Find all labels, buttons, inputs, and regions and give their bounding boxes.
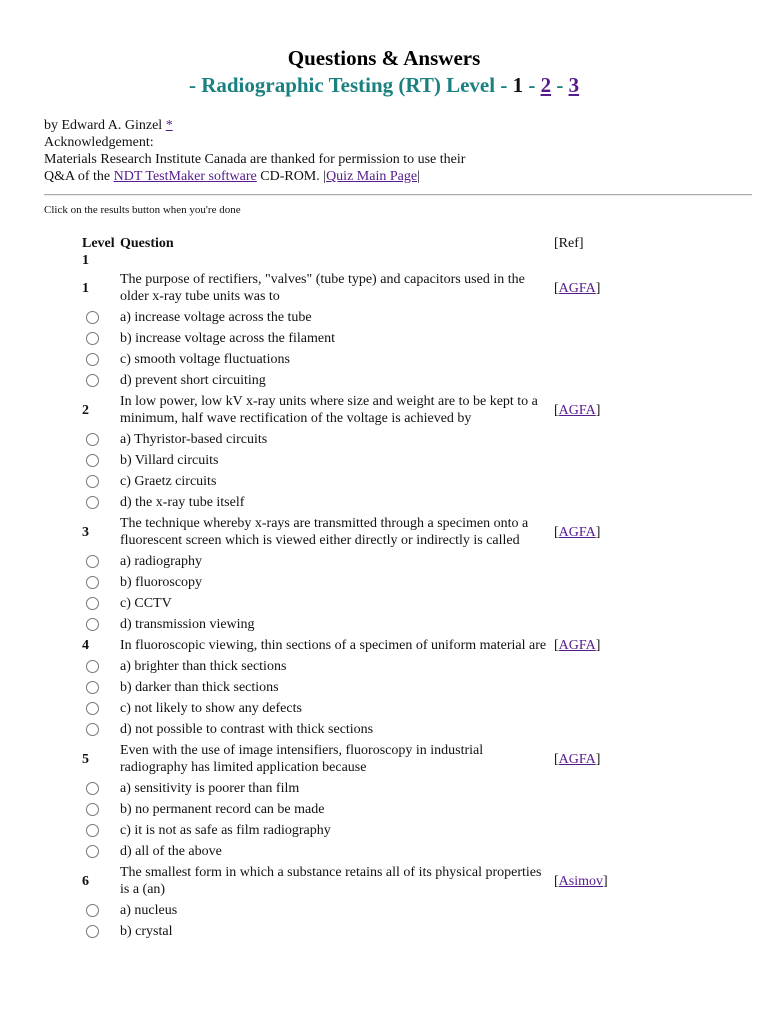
answer-option bbox=[82, 370, 622, 391]
question-row bbox=[82, 513, 622, 551]
answer-spacer bbox=[554, 429, 622, 450]
ref-link[interactable]: AGFA bbox=[558, 402, 596, 418]
answer-radio-cell bbox=[82, 471, 120, 492]
answer-label: b) crystal bbox=[120, 924, 173, 939]
ref-bracket: ] bbox=[595, 638, 601, 653]
answer-option bbox=[82, 471, 622, 492]
page-subtitle bbox=[0, 73, 768, 97]
question-text: The technique whereby x-rays are transmitted through a specimen onto a fluorescent screen which is viewed either directly or indirectly is called bbox=[120, 516, 529, 548]
answer-label: c) smooth voltage fluctuations bbox=[120, 352, 290, 367]
answer-radio-cell bbox=[82, 429, 120, 450]
answer-radio[interactable] bbox=[86, 681, 99, 694]
answer-radio-cell bbox=[82, 307, 120, 328]
answer-radio-cell bbox=[82, 921, 120, 942]
subtitle-separator: - bbox=[495, 73, 513, 97]
answer-spacer bbox=[554, 370, 622, 391]
ref-bracket: ] bbox=[595, 280, 601, 296]
answer-radio[interactable] bbox=[86, 475, 99, 488]
qa-middle: CD-ROM. | bbox=[256, 169, 327, 184]
answer-spacer bbox=[554, 349, 622, 370]
ref-link[interactable]: AGFA bbox=[558, 751, 596, 767]
answer-label: a) nucleus bbox=[120, 903, 178, 918]
question-text: Even with the use of image intensifiers, fluoroscopy in industrial radiography has limited application because bbox=[120, 743, 484, 775]
answer-radio-cell bbox=[82, 593, 120, 614]
question-ref bbox=[554, 740, 622, 778]
question-number: 1 bbox=[82, 280, 89, 296]
header-ref: [Ref] bbox=[554, 236, 584, 251]
answer-option bbox=[82, 450, 622, 471]
level-3-link[interactable]: 3 bbox=[568, 73, 580, 97]
acknowledgement-text: Materials Research Institute Canada are thanked for permission to use their bbox=[44, 152, 466, 167]
subtitle-prefix: - bbox=[188, 73, 202, 97]
acknowledgement-label: Acknowledgement: bbox=[44, 135, 154, 150]
answer-option bbox=[82, 841, 622, 862]
answer-spacer bbox=[554, 656, 622, 677]
answer-spacer bbox=[554, 841, 622, 862]
answer-radio[interactable] bbox=[86, 925, 99, 938]
qa-line bbox=[44, 168, 744, 185]
answer-option bbox=[82, 492, 622, 513]
answer-label: c) it is not as safe as film radiography bbox=[120, 823, 331, 838]
ref-bracket: [ bbox=[554, 524, 559, 540]
answer-option bbox=[82, 307, 622, 328]
answer-radio[interactable] bbox=[86, 576, 99, 589]
answer-spacer bbox=[554, 551, 622, 572]
question-ref bbox=[554, 391, 622, 429]
answer-label: d) the x-ray tube itself bbox=[120, 495, 245, 510]
answer-spacer bbox=[554, 677, 622, 698]
answer-radio[interactable] bbox=[86, 845, 99, 858]
table-header bbox=[82, 235, 622, 269]
answer-option bbox=[82, 614, 622, 635]
question-ref bbox=[554, 862, 622, 900]
answer-radio-cell bbox=[82, 778, 120, 799]
answer-spacer bbox=[554, 614, 622, 635]
question-number: 5 bbox=[82, 751, 89, 767]
answer-spacer bbox=[554, 820, 622, 841]
answer-label: a) sensitivity is poorer than film bbox=[120, 781, 300, 796]
answer-radio[interactable] bbox=[86, 782, 99, 795]
answer-spacer bbox=[554, 328, 622, 349]
subtitle-separator: - bbox=[523, 73, 541, 97]
author-text: by Edward A. Ginzel bbox=[44, 118, 166, 133]
question-row bbox=[82, 635, 622, 656]
answer-label: a) brighter than thick sections bbox=[120, 659, 287, 674]
ref-bracket: [ bbox=[554, 873, 559, 889]
question-number: 3 bbox=[82, 524, 89, 540]
answer-label: b) fluoroscopy bbox=[120, 575, 203, 590]
answer-option bbox=[82, 572, 622, 593]
answer-option bbox=[82, 799, 622, 820]
answer-label: a) Thyristor-based circuits bbox=[120, 432, 268, 447]
header-level: Level 1 bbox=[82, 236, 115, 268]
ref-bracket: [ bbox=[554, 402, 559, 418]
answer-radio[interactable] bbox=[86, 904, 99, 917]
answer-spacer bbox=[554, 778, 622, 799]
answer-label: d) not possible to contrast with thick sections bbox=[120, 722, 374, 737]
answer-radio-cell bbox=[82, 370, 120, 391]
answer-option bbox=[82, 429, 622, 450]
answer-radio-cell bbox=[82, 328, 120, 349]
answer-label: a) increase voltage across the tube bbox=[120, 310, 312, 325]
qa-prefix: Q&A of the bbox=[44, 169, 114, 184]
intro-block bbox=[44, 117, 744, 185]
question-row bbox=[82, 269, 622, 307]
answer-label: b) darker than thick sections bbox=[120, 680, 279, 695]
ref-bracket: [ bbox=[554, 638, 559, 653]
answer-radio-cell bbox=[82, 614, 120, 635]
answer-option bbox=[82, 921, 622, 942]
ref-link[interactable]: AGFA bbox=[558, 524, 596, 540]
ref-link[interactable]: AGFA bbox=[558, 638, 596, 653]
question-text: The smallest form in which a substance retains all of its physical properties is a (an) bbox=[120, 865, 542, 897]
question-ref bbox=[554, 635, 622, 656]
level-2-link[interactable]: 2 bbox=[540, 73, 552, 97]
answer-option bbox=[82, 677, 622, 698]
author-asterisk-link[interactable]: * bbox=[165, 118, 173, 133]
answer-spacer bbox=[554, 471, 622, 492]
question-row bbox=[82, 740, 622, 778]
ref-link[interactable]: Asimov bbox=[558, 873, 604, 889]
answer-option bbox=[82, 698, 622, 719]
answer-radio-cell bbox=[82, 572, 120, 593]
answer-spacer bbox=[554, 593, 622, 614]
answer-radio[interactable] bbox=[86, 332, 99, 345]
answer-option bbox=[82, 820, 622, 841]
answer-option bbox=[82, 719, 622, 740]
answer-spacer bbox=[554, 799, 622, 820]
answer-radio-cell bbox=[82, 492, 120, 513]
ref-bracket: ] bbox=[603, 873, 608, 889]
question-number: 4 bbox=[82, 638, 89, 653]
answer-radio[interactable] bbox=[86, 803, 99, 816]
answer-spacer bbox=[554, 698, 622, 719]
question-ref bbox=[554, 269, 622, 307]
answer-radio[interactable] bbox=[86, 824, 99, 837]
answer-label: c) CCTV bbox=[120, 596, 172, 611]
answer-radio-cell bbox=[82, 656, 120, 677]
answer-spacer bbox=[554, 572, 622, 593]
page-title: Questions & Answers bbox=[287, 46, 481, 70]
answer-spacer bbox=[554, 900, 622, 921]
ref-bracket: ] bbox=[595, 524, 601, 540]
question-number: 6 bbox=[82, 873, 89, 889]
answer-radio-cell bbox=[82, 677, 120, 698]
answer-label: b) no permanent record can be made bbox=[120, 802, 325, 817]
answer-radio[interactable] bbox=[86, 723, 99, 736]
header-question: Question bbox=[120, 236, 174, 251]
answer-radio-cell bbox=[82, 450, 120, 471]
question-text: In low power, low kV x-ray units where size and weight are to be kept to a minimum, half wave rectification of the voltage is achieved by bbox=[120, 394, 538, 426]
answer-label: b) Villard circuits bbox=[120, 453, 219, 468]
question-row bbox=[82, 391, 622, 429]
ref-link[interactable]: AGFA bbox=[558, 280, 596, 296]
answer-spacer bbox=[554, 450, 622, 471]
answer-radio-cell bbox=[82, 349, 120, 370]
answer-option bbox=[82, 778, 622, 799]
answer-radio[interactable] bbox=[86, 374, 99, 387]
ref-bracket: [ bbox=[554, 280, 559, 296]
answer-radio[interactable] bbox=[86, 555, 99, 568]
answer-radio[interactable] bbox=[86, 702, 99, 715]
answer-radio[interactable] bbox=[86, 496, 99, 509]
question-row bbox=[82, 862, 622, 900]
answer-spacer bbox=[554, 307, 622, 328]
answer-option bbox=[82, 593, 622, 614]
answer-option bbox=[82, 551, 622, 572]
answer-label: d) all of the above bbox=[120, 844, 222, 859]
subtitle-main: Radiographic Testing (RT) Level bbox=[201, 73, 496, 97]
answer-radio-cell bbox=[82, 900, 120, 921]
ref-bracket: ] bbox=[595, 402, 601, 418]
answer-option bbox=[82, 656, 622, 677]
question-number: 2 bbox=[82, 402, 89, 418]
instructions-text: Click on the results button when you're done bbox=[44, 204, 241, 216]
answer-radio-cell bbox=[82, 551, 120, 572]
answer-spacer bbox=[554, 492, 622, 513]
divider bbox=[44, 194, 752, 196]
answer-radio[interactable] bbox=[86, 597, 99, 610]
ref-bracket: ] bbox=[595, 751, 601, 767]
answer-radio-cell bbox=[82, 719, 120, 740]
question-text: In fluoroscopic viewing, thin sections of a specimen of uniform material are bbox=[120, 638, 547, 653]
answer-label: b) increase voltage across the filament bbox=[120, 331, 335, 346]
answer-radio[interactable] bbox=[86, 660, 99, 673]
answer-label: c) Graetz circuits bbox=[120, 474, 217, 489]
answer-radio-cell bbox=[82, 820, 120, 841]
quiz-main-page-link[interactable]: Quiz Main Page bbox=[326, 169, 418, 184]
answer-radio[interactable] bbox=[86, 353, 99, 366]
answer-radio-cell bbox=[82, 841, 120, 862]
answer-option bbox=[82, 328, 622, 349]
author-line bbox=[44, 117, 744, 134]
answer-option bbox=[82, 349, 622, 370]
level-current: 1 bbox=[512, 73, 524, 97]
answer-radio[interactable] bbox=[86, 311, 99, 324]
answer-radio[interactable] bbox=[86, 454, 99, 467]
answer-label: d) prevent short circuiting bbox=[120, 373, 266, 388]
ndt-testmaker-link[interactable]: NDT TestMaker software bbox=[113, 169, 257, 184]
question-ref bbox=[554, 513, 622, 551]
answer-label: d) transmission viewing bbox=[120, 617, 255, 632]
answer-label: c) not likely to show any defects bbox=[120, 701, 302, 716]
questions-table bbox=[82, 235, 622, 942]
answer-radio[interactable] bbox=[86, 618, 99, 631]
ref-bracket: [ bbox=[554, 751, 559, 767]
answer-spacer bbox=[554, 719, 622, 740]
answer-option bbox=[82, 900, 622, 921]
answer-radio-cell bbox=[82, 698, 120, 719]
question-text: The purpose of rectifiers, "valves" (tube type) and capacitors used in the older x-ray tube units was to bbox=[120, 272, 525, 304]
subtitle-separator: - bbox=[551, 73, 569, 97]
answer-label: a) radiography bbox=[120, 554, 203, 569]
answer-radio[interactable] bbox=[86, 433, 99, 446]
qa-suffix: | bbox=[417, 169, 420, 184]
answer-spacer bbox=[554, 921, 622, 942]
answer-radio-cell bbox=[82, 799, 120, 820]
